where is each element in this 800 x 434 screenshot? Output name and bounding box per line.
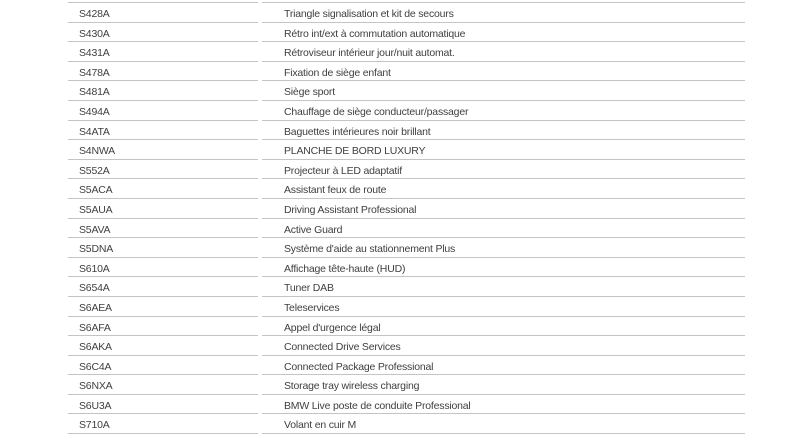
option-description-cell: BMW Live poste de conduite Professional [262, 395, 745, 415]
option-description-cell: Projecteur à LED adaptatif [262, 160, 745, 180]
options-table-container [64, 0, 749, 434]
table-row [68, 199, 745, 219]
option-description-cell: Assistant feux de route [262, 179, 745, 199]
table-row [68, 101, 745, 121]
table-row [68, 238, 745, 258]
table-row [68, 317, 745, 337]
options-table [64, 0, 749, 434]
option-description-cell: Rétroviseur intérieur jour/nuit automat. [262, 42, 745, 62]
option-description-cell: Affichage tête-haute (HUD) [262, 258, 745, 278]
option-description-cell: Appel d'urgence légal [262, 317, 745, 337]
option-code-cell: S6C4A [68, 356, 258, 376]
table-row [68, 336, 745, 356]
option-code-cell: S6AKA [68, 336, 258, 356]
option-description-cell: Chauffage de siège conducteur/passager [262, 101, 745, 121]
option-description-cell: Connected Drive Services [262, 336, 745, 356]
option-code-cell: S494A [68, 101, 258, 121]
table-row [68, 414, 745, 434]
table-row [68, 395, 745, 415]
option-description-cell: Active Guard [262, 219, 745, 239]
option-code-cell: S6AEA [68, 297, 258, 317]
table-row [68, 277, 745, 297]
table-row [68, 258, 745, 278]
table-row [68, 23, 745, 43]
option-description-cell: Volant en cuir M [262, 414, 745, 434]
table-row [68, 81, 745, 101]
options-table-body [68, 0, 745, 434]
table-row [68, 297, 745, 317]
option-code-cell: S6U3A [68, 395, 258, 415]
table-row [68, 160, 745, 180]
option-description-cell: PLANCHE DE BORD LUXURY [262, 140, 745, 160]
table-row [68, 3, 745, 23]
table-row [68, 140, 745, 160]
option-code-cell: S4NWA [68, 140, 258, 160]
option-code-cell: S478A [68, 62, 258, 82]
option-code-cell: S431A [68, 42, 258, 62]
option-description-cell: Teleservices [262, 297, 745, 317]
option-code-cell: S610A [68, 258, 258, 278]
table-row [68, 219, 745, 239]
option-description-cell: Siège sport [262, 81, 745, 101]
option-code-cell: S552A [68, 160, 258, 180]
option-code-cell: S5DNA [68, 238, 258, 258]
option-description-cell: Baguettes intérieures noir brillant [262, 121, 745, 141]
table-row [68, 179, 745, 199]
option-description-cell: Système d'aide au stationnement Plus [262, 238, 745, 258]
table-row [68, 62, 745, 82]
option-code-cell: S6AFA [68, 317, 258, 337]
option-code-cell: S5ACA [68, 179, 258, 199]
option-code-cell: S654A [68, 277, 258, 297]
option-code-cell: S430A [68, 23, 258, 43]
option-description-cell: Driving Assistant Professional [262, 199, 745, 219]
option-description-cell: Triangle signalisation et kit de secours [262, 3, 745, 23]
option-description-cell: Rétro int/ext à commutation automatique [262, 23, 745, 43]
option-description-cell: Tuner DAB [262, 277, 745, 297]
option-code-cell: S6NXA [68, 375, 258, 395]
option-description-cell: Connected Package Professional [262, 356, 745, 376]
option-code-cell: S5AVA [68, 219, 258, 239]
option-description-cell: Storage tray wireless charging [262, 375, 745, 395]
table-row [68, 356, 745, 376]
option-code-cell: S4ATA [68, 121, 258, 141]
option-description-cell: Fixation de siège enfant [262, 62, 745, 82]
option-code-cell: S5AUA [68, 199, 258, 219]
option-code-cell: S710A [68, 414, 258, 434]
option-code-cell: S428A [68, 3, 258, 23]
table-row [68, 375, 745, 395]
option-code-cell: S481A [68, 81, 258, 101]
table-row [68, 42, 745, 62]
table-row [68, 121, 745, 141]
